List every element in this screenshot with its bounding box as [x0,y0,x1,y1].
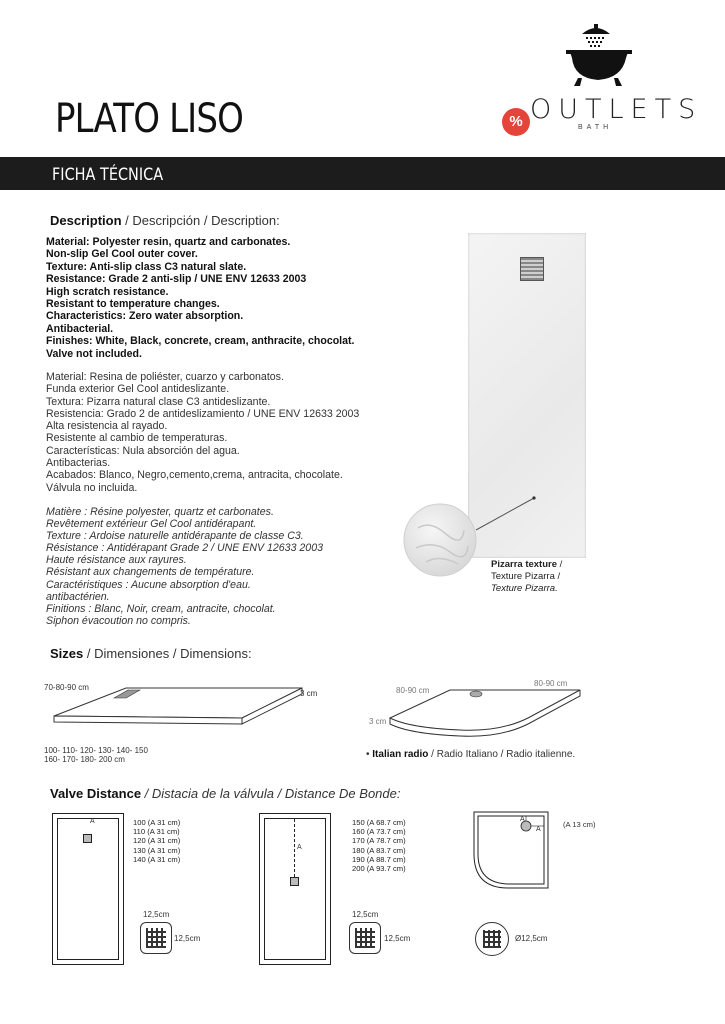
text-line: Resistant to temperature changes. [46,298,220,311]
rect-length-label: 100- 110- 120- 130- 140- 150 [44,746,148,755]
heading-bold: Sizes [50,646,84,661]
distance-marker: A [297,844,302,851]
text-line: Résistance : Antidérapant Grade 2 / UNE ENV 12633 2003 [46,542,323,555]
caption-rest: / [557,559,563,570]
list-item: 180 (A 83.7 cm) [352,845,406,855]
text-line: Non-slip Gel Cool outer cover. [46,248,198,261]
text-line: Alta resistencia al rayado. [46,420,168,433]
text-line: Characteristics: Zero water absorption. [46,310,244,323]
rect-length-label: 160- 170- 180- 200 cm [44,755,125,764]
heading-bold: Valve Distance [50,786,142,801]
text-line: antibactérien. [46,590,110,603]
list-item: 100 (A 31 cm) [133,818,181,827]
quarter-height-label: 3 cm [369,717,387,726]
caption-bold: Italian radio [372,749,429,760]
corner-distance-label: (A 13 cm) [563,820,596,829]
text-line: Resistance: Grade 2 anti-slip / UNE ENV 12633 2003 [46,273,307,286]
text-line: Antibacterial. [46,322,114,335]
description-spanish [46,371,359,494]
drain-round-label: Ø12,5cm [515,934,548,943]
list-item: 170 (A 78.7 cm) [352,836,406,846]
list-item: 160 (A 73.7 cm) [352,827,406,837]
text-line: Résistant aux changements de température. [46,566,255,579]
text-line: Finishes: White, Black, concrete, cream, anthracite, chocolat. [46,335,355,348]
drain-square-icon [349,922,381,954]
rect-width-label: 70-80-90 cm [44,683,89,692]
drain-width-label: 12,5cm [143,910,170,919]
description-heading [50,213,280,228]
heading-sub: / Distacia de la válvula / Distance De Bonde: [141,786,401,801]
text-line: Texture : Ardoise naturelle antidérapante de classe C3. [46,530,304,543]
drain-marker [83,834,92,843]
drain-square-icon [140,922,172,954]
distance-marker: A [536,826,541,833]
caption-line: Texture Pizarra. [491,583,558,594]
heading-bold: Description [50,213,122,228]
text-line: Resistencia: Grado 2 de antideslizamiento / UNE ENV 12633 2003 [46,407,360,420]
brand-logo [509,20,703,145]
text-line: Caractéristiques : Aucune absorption d'eau. [46,578,251,591]
text-line: Válvula no incluida. [46,481,138,494]
valve-list-2 [352,818,406,873]
quarter-right-label: 80-90 cm [534,679,568,688]
sizes-heading [50,646,252,661]
drain-grate [520,257,544,281]
text-line: Haute résistance aux rayures. [46,554,187,567]
heading-sub: / Dimensiones / Dimensions: [83,646,252,661]
text-line: Acabados: Blanco, Negro,cemento,crema, antracita, chocolate. [46,469,343,482]
brand-subword: BATH [578,124,613,131]
text-line: Material: Polyester resin, quartz and carbonates. [46,236,291,248]
heading-sub: / Descripción / Description: [121,213,280,228]
distance-marker: A [520,816,525,823]
drain-marker [290,877,299,886]
text-line: Matière : Résine polyester, quartz et carbonates. [46,506,274,518]
list-item: 110 (A 31 cm) [133,827,180,837]
valve-diagram-1 [52,813,124,965]
distance-marker: A [90,818,95,825]
rect-height-label: 3 cm [300,689,318,698]
text-line: Valve not included. [46,347,142,360]
description-english [46,236,355,360]
text-line: Resistente al cambio de temperaturas. [46,432,228,445]
drain-height-label: 12,5cm [384,934,411,943]
list-item: 190 (A 88.7 cm) [352,854,406,864]
text-line: High scratch resistance. [46,285,169,298]
list-item: 200 (A 93.7 cm) [352,864,406,874]
description-french [46,506,323,627]
valve-list-1 [133,818,180,864]
valve-diagram-2 [259,813,331,965]
list-item: 120 (A 31 cm) [133,836,181,846]
text-line: Material: Resina de poliéster, cuarzo y carbonatos. [46,371,284,383]
caption-bold: Pizarra texture [491,559,558,570]
caption-rest: / Radio Italiano / Radio italienne. [428,749,576,760]
texture-caption [491,559,562,595]
valve-diagram-3 [472,810,552,892]
page-title: PLATO LISO [55,96,243,142]
text-line: Características: Nula absorción del agua. [46,444,240,457]
text-line: Antibacterias. [46,457,111,470]
text-line: Texture: Anti-slip class C3 natural slate. [46,260,247,273]
brand-wordmark: OUTLETS [530,94,703,125]
caption-line: Texture Pizarra / [491,571,561,582]
text-line: Siphon évacoution no compris. [46,614,191,627]
italian-radio-caption: • Italian radio / Radio Italiano / Radio italienne. [366,749,576,760]
drain-round-icon [475,922,509,956]
text-line: Finitions : Blanc, Noir, cream, antracite, chocolat. [46,602,276,615]
valve-heading [50,786,400,801]
text-line: Funda exterior Gel Cool antideslizante. [46,383,230,396]
text-line: Textura: Pizarra natural clase C3 antideslizante. [46,395,271,408]
band-label: FICHA TÉCNICA [52,165,164,185]
drain-width-label: 12,5cm [352,910,379,919]
list-item: 130 (A 31 cm) [133,845,181,855]
discount-badge: % [502,108,530,136]
list-item: 140 (A 31 cm) [133,854,181,864]
drain-height-label: 12,5cm [174,934,201,943]
list-item: 150 (A 68.7 cm) [352,818,406,827]
text-line: Revêtement extérieur Gel Cool antidérapant. [46,518,257,531]
quarter-left-label: 80-90 cm [396,686,430,695]
